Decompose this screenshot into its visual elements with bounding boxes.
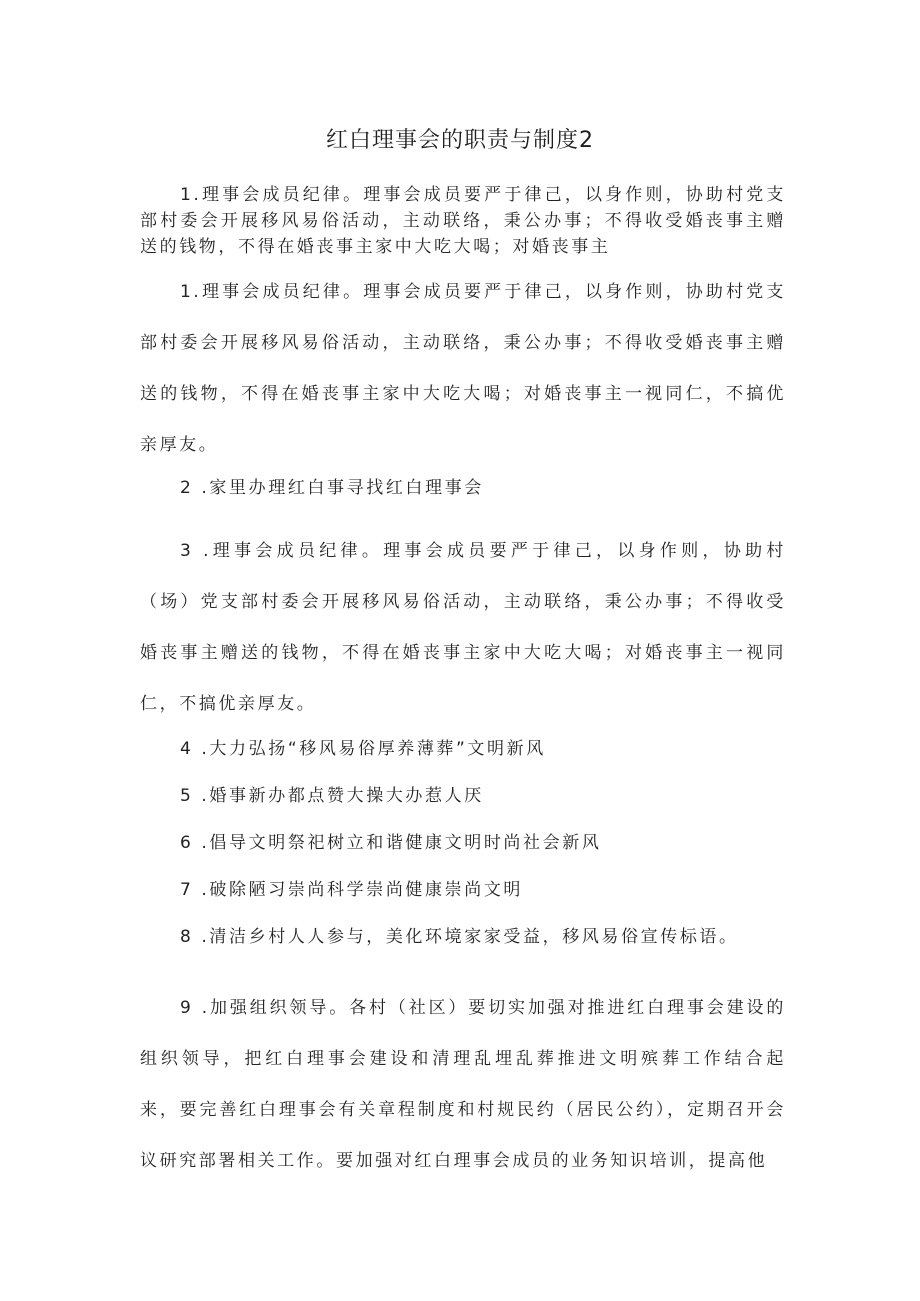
paragraph-8: 8 .清洁乡村人人参与，美化环境家家受益，移风易俗宣传标语。 (180, 927, 739, 947)
paragraph-1-summary: 1.理事会成员纪律。理事会成员要严于律己，以身作则，协助村党支部村委会开展移风易俗活动，主动联络，秉公办事；不得收受婚丧事主赠送的钱物，不得在婚丧事主家中大吃大喝；对婚丧事主 (140, 185, 786, 257)
paragraph-7: 7 .破除陋习崇尚科学崇尚健康崇尚文明 (180, 880, 524, 900)
paragraph-4: 4 .大力弘扬“移风易俗厚养薄葬”文明新风 (180, 739, 546, 759)
paragraph-1-full: 1.理事会成员纪律。理事会成员要严于律己，以身作则，协助村党支部村委会开展移风易俗活动，主动联络，秉公办事；不得收受婚丧事主赠送的钱物，不得在婚丧事主家中大吃大喝；对婚丧事主一视同仁，不搞优亲厚友。 (140, 282, 786, 455)
paragraph-5: 5 .婚事新办都点赞大操大办惹人厌 (180, 786, 484, 806)
paragraph-9: 9 .加强组织领导。各村（社区）要切实加强对推进红白理事会建设的组织领导，把红白理事会建设和清理乱埋乱葬推进文明殡葬工作结合起来，要完善红白理事会有关章程制度和村规民约（居民公约），定期召开会议研究部署相关工作。要加强对红白理事会成员的业务知识培训，提高他 (140, 998, 786, 1171)
paragraph-2: 2 .家里办理红白事寻找红白理事会 (180, 478, 484, 498)
paragraph-6: 6 .倡导文明祭祀树立和谐健康文明时尚社会新风 (180, 833, 602, 853)
paragraph-3: 3 .理事会成员纪律。理事会成员要严于律己，以身作则，协助村（场）党支部村委会开展移风易俗活动，主动联络，秉公办事；不得收受婚丧事主赠送的钱物，不得在婚丧事主家中大吃大喝；对婚丧事主一视同仁，不搞优亲厚友。 (140, 541, 786, 714)
document-title: 红白理事会的职责与制度2 (326, 128, 594, 153)
